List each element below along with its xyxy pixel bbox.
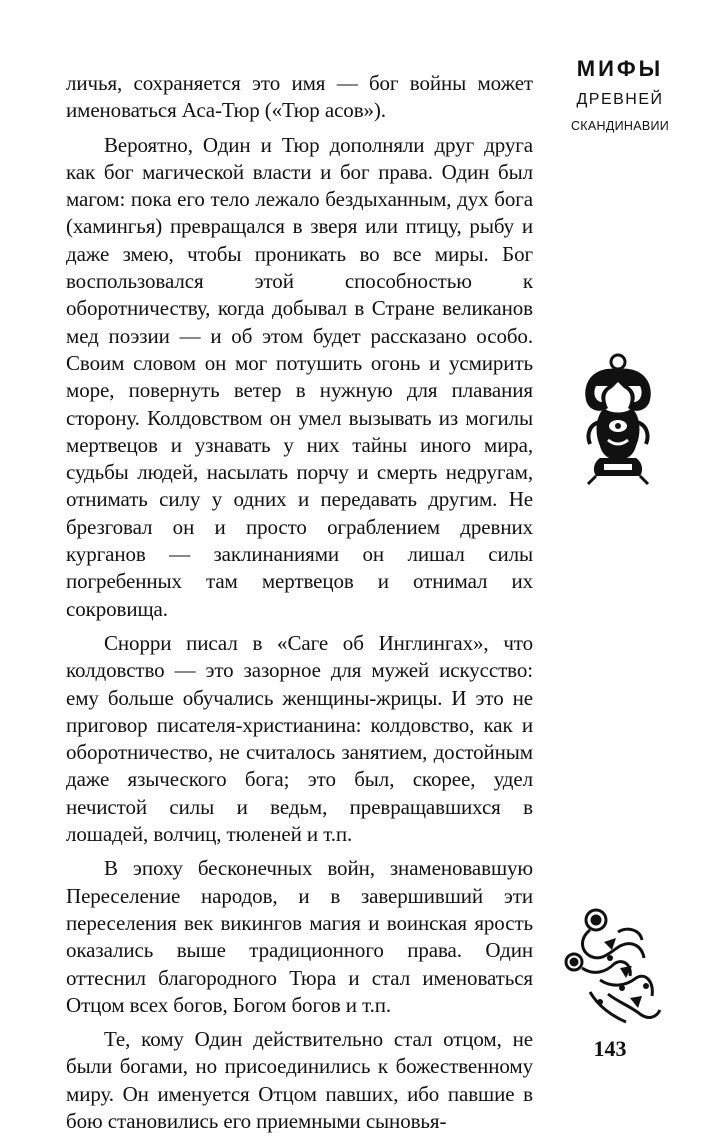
running-head [560,56,680,136]
viking-amulet-icon [574,352,654,487]
paragraph-odin-tyr: Вероятно, Один и Тюр дополняли друг друга как бог магической власти и бог права. Один был магом: пока его тело лежало бездыханным, дух бога (хамингья) превращался в зверя или птицу, рыбу и даже змею, чтобы проникать во все миры. Бог воспользовался этой способностью к оборотничеству, когда добывал в Стране великанов мед поэзии — и об этом будет рассказано особо. Своим словом он мог потушить огонь и усмирить море, повернуть ветер в нужную для плавания сторону. Колдовством он умел вызывать из могилы мертвецов и узнавать у них тайны иного мира, судьбы людей, насылать порчу и смерть недругам, отнимать силу у одних и передавать другим. Не брезговал он и просто ограблением древних курганов — заклинаниями он лишал силы погребенных там мертвецов и отнимал их сокровища. [66,132,533,621]
running-head-line-1: МИФЫ [576,56,664,81]
paragraph-migration: В эпоху бесконечных войн, знаменовавшую Переселение народов, и в завершивший эти переселения век викингов магия и воинская ярость оказались выше традиционного права. Один оттеснил благородного Тюра и стал именоваться Отцом всех богов, Богом богов и т.п. [66,856,533,1017]
running-head-line-3: СКАНДИНАВИИ [570,119,670,133]
main-text [66,70,533,1142]
page-number: 143 [593,1036,627,1061]
paragraph-snorri: Снорри писал в «Саге об Инглингах», что колдовство — это зазорное для мужей искусство: ему больше обучались женщины-жрицы. И это не приговор писателя-христианина: колдовство, как и оборотничество, не считалось занятием, достойным даже языческого бога; это был, скорее, удел нечистой силы и ведьм, превращавшихся в лошадей, волчиц, тюленей и т.п. [66,630,533,847]
paragraph-fallen: Те, кому Один действительно стал отцом, не были богами, но присоединились к божественному миру. Он именуется Отцом павших, ибо павшие в бою становились его приемными сыновья- [66,1027,533,1133]
running-head-line-2: ДРЕВНЕЙ [576,91,664,108]
interlace-beast-icon [560,902,665,1032]
paragraph-continuation: личья, сохраняется это имя — бог войны может именоваться Аса-Тюр («Тюр асов»). [66,71,533,123]
